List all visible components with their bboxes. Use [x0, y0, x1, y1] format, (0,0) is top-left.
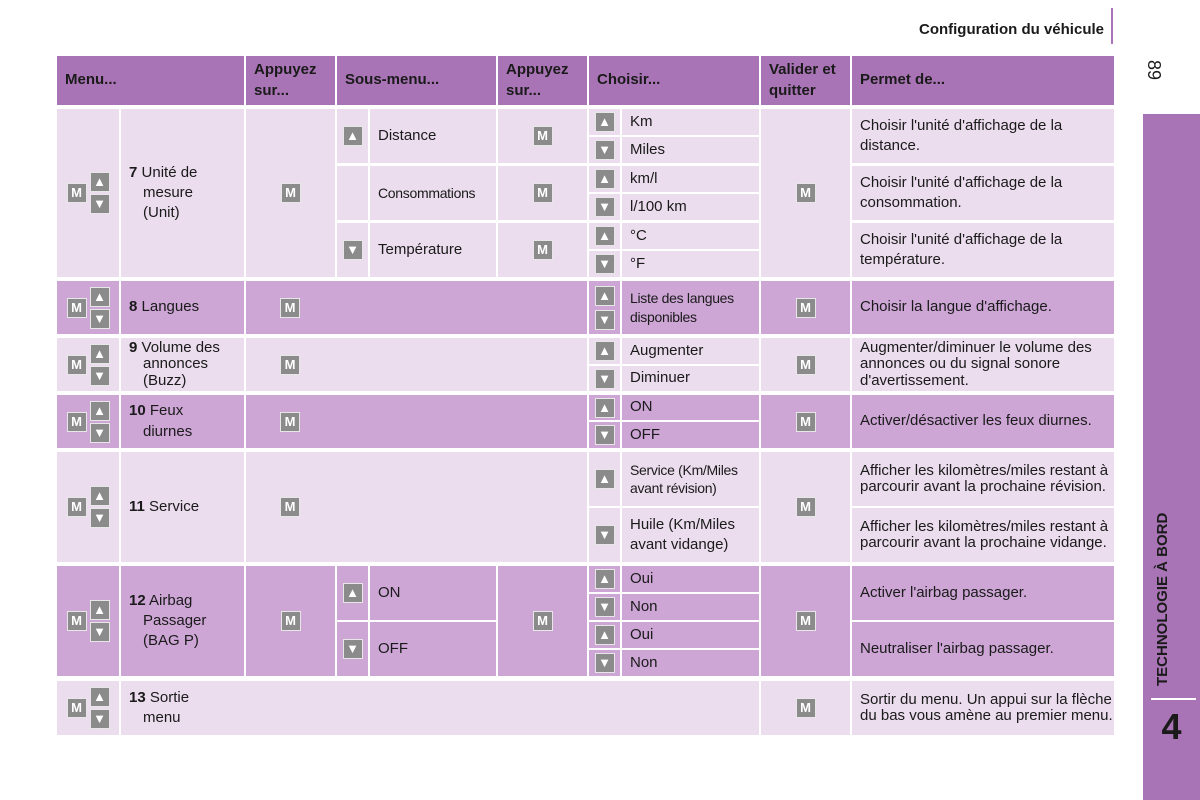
submenu-distance: Distance [370, 109, 496, 163]
submenu-arrow-cell [337, 223, 368, 277]
up-arrow-icon: ▲ [595, 569, 615, 589]
choice-language-list: Liste des langues disponibles [622, 281, 759, 334]
menu-label-service [121, 452, 244, 562]
validate-key-cell [761, 338, 850, 391]
choice-arrow-cell [589, 594, 620, 620]
down-arrow-icon: ▼ [90, 508, 110, 528]
description-cell: Augmenter/diminuer le volume des annonces ou du signal sonore d'avertissement. [852, 338, 1114, 391]
choice-increase: Augmenter [622, 338, 759, 364]
m-key-icon: M [67, 497, 87, 517]
down-arrow-icon: ▼ [595, 140, 615, 160]
menu-label-line: Volume des [141, 338, 220, 356]
menu-keys [57, 681, 119, 735]
submenu-on: ON [370, 566, 496, 620]
chapter-side-label: TECHNOLOGIE À BORD [1154, 512, 1171, 686]
header-choose: Choisir... [589, 56, 759, 105]
choice-off: OFF [622, 422, 759, 448]
menu-keys [57, 281, 119, 334]
menu-number: 7 [129, 163, 138, 181]
header-allows: Permet de... [852, 56, 1114, 105]
m-key-icon: M [280, 355, 300, 375]
m-key-icon: M [281, 183, 301, 203]
up-arrow-icon: ▲ [595, 169, 615, 189]
menu-label-line: Service [149, 497, 200, 515]
up-arrow-icon: ▲ [343, 583, 363, 603]
submenu-arrow-cell [337, 166, 368, 220]
menu-keys [57, 452, 119, 562]
m-key-icon: M [67, 611, 87, 631]
press-key-cell [246, 338, 587, 391]
menu-label-line: Langues [141, 298, 200, 316]
menu-keys [57, 338, 119, 391]
header-validate-quit: Valider et quitter [761, 56, 850, 105]
choice-arrow-cell [589, 251, 620, 277]
choice-arrow-cell [589, 650, 620, 676]
choice-on: ON [622, 395, 759, 420]
choice-arrow-cell [589, 622, 620, 648]
menu-number: 8 [129, 298, 138, 316]
choice-service: Service (Km/Miles avant révision) [622, 452, 759, 506]
choice-arrow-cell [589, 137, 620, 163]
m-key-icon: M [281, 611, 301, 631]
submenu-arrow-cell [337, 566, 368, 620]
page-header-title: Configuration du véhicule [918, 21, 1104, 38]
m-key-icon: M [533, 126, 553, 146]
up-arrow-icon: ▲ [595, 398, 615, 418]
down-arrow-icon: ▼ [595, 197, 615, 217]
down-arrow-icon: ▼ [343, 639, 363, 659]
choice-miles: Miles [622, 137, 759, 163]
choice-arrow-cell [589, 338, 620, 364]
choice-oil: Huile (Km/Miles avant vidange) [622, 508, 759, 562]
submenu-arrow-cell [337, 109, 368, 163]
choice-yes: Oui [622, 566, 759, 592]
m-key-icon: M [280, 298, 300, 318]
choice-arrow-cell [589, 281, 620, 334]
up-arrow-icon: ▲ [595, 112, 615, 132]
press-key-cell [498, 166, 587, 220]
choice-fahrenheit: °F [622, 251, 759, 277]
description-cell: Choisir l'unité d'affichage de la température. [852, 223, 1114, 277]
press-key-cell [498, 223, 587, 277]
validate-key-cell [761, 566, 850, 676]
m-key-icon: M [533, 240, 553, 260]
menu-label-airbag [121, 566, 244, 676]
up-arrow-icon: ▲ [90, 687, 110, 707]
header-submenu: Sous-menu... [337, 56, 496, 105]
press-key-cell [246, 566, 335, 676]
m-key-icon: M [67, 698, 87, 718]
m-key-icon: M [67, 412, 87, 432]
up-arrow-icon: ▲ [90, 172, 110, 192]
up-arrow-icon: ▲ [90, 344, 110, 364]
choice-arrow-cell [589, 366, 620, 391]
menu-label-volume [121, 338, 244, 391]
choice-km-per-l: km/l [622, 166, 759, 192]
submenu-consumption: Consommations [370, 166, 496, 220]
down-arrow-icon: ▼ [595, 425, 615, 445]
page-number: 89 [1144, 60, 1164, 81]
press-key-cell [498, 109, 587, 163]
m-key-icon: M [796, 298, 816, 318]
menu-label-unit [121, 109, 244, 277]
validate-key-cell [761, 109, 850, 277]
choice-arrow-cell [589, 166, 620, 192]
validate-key-cell [761, 681, 850, 735]
choice-arrow-cell [589, 422, 620, 448]
description-cell: Activer/désactiver les feux diurnes. [852, 395, 1114, 448]
choice-celsius: °C [622, 223, 759, 249]
down-arrow-icon: ▼ [595, 525, 615, 545]
m-key-icon: M [67, 355, 87, 375]
choice-no: Non [622, 594, 759, 620]
menu-number: 10 [129, 402, 146, 420]
down-arrow-icon: ▼ [343, 240, 363, 260]
choice-arrow-cell [589, 508, 620, 562]
m-key-icon: M [67, 298, 87, 318]
description-cell: Neutraliser l'airbag passager. [852, 622, 1114, 676]
m-key-icon: M [533, 611, 553, 631]
header-menu: Menu... [57, 56, 244, 105]
side-tab-divider [1151, 698, 1196, 700]
press-key-cell [246, 395, 587, 448]
press-key-cell [246, 109, 335, 277]
menu-label-line: Passager [143, 611, 207, 629]
menu-label-line: diurnes [143, 422, 193, 440]
up-arrow-icon: ▲ [595, 341, 615, 361]
choice-arrow-cell [589, 566, 620, 592]
up-arrow-icon: ▲ [595, 469, 615, 489]
up-arrow-icon: ▲ [343, 126, 363, 146]
description-cell: Afficher les kilomètres/miles restant à parcourir avant la prochaine vidange. [852, 508, 1114, 562]
choice-no: Non [622, 650, 759, 676]
m-key-icon: M [280, 497, 300, 517]
down-arrow-icon: ▼ [595, 369, 615, 389]
down-arrow-icon: ▼ [595, 254, 615, 274]
submenu-arrow-cell [337, 622, 368, 676]
choice-arrow-cell [589, 109, 620, 135]
m-key-icon: M [67, 183, 87, 203]
m-key-icon: M [796, 497, 816, 517]
choice-yes: Oui [622, 622, 759, 648]
press-key-cell [498, 566, 587, 676]
header-divider [1111, 8, 1113, 44]
menu-number: 11 [129, 497, 145, 515]
press-key-cell [246, 452, 587, 562]
menu-label-exit [121, 681, 759, 735]
down-arrow-icon: ▼ [90, 709, 110, 729]
description-cell: Afficher les kilomètres/miles restant à parcourir avant la prochaine révision. [852, 452, 1114, 506]
choice-l-per-100km: l/100 km [622, 194, 759, 220]
m-key-icon: M [280, 412, 300, 432]
menu-label-line: (Unit) [143, 204, 180, 222]
menu-label-line: Feux [149, 402, 184, 420]
menu-label-line: annonces [143, 355, 209, 373]
menu-label-languages [121, 281, 244, 334]
down-arrow-icon: ▼ [595, 310, 615, 330]
header-press-on-2: Appuyez sur... [498, 56, 587, 105]
down-arrow-icon: ▼ [90, 366, 110, 386]
menu-number: 12 [129, 591, 146, 609]
menu-label-line: (Buzz) [143, 371, 187, 389]
menu-label-daytime-lights [121, 395, 244, 448]
choice-arrow-cell [589, 395, 620, 420]
up-arrow-icon: ▲ [90, 287, 110, 307]
description-cell: Choisir l'unité d'affichage de la consommation. [852, 166, 1114, 220]
menu-keys [57, 109, 119, 277]
submenu-temperature: Température [370, 223, 496, 277]
up-arrow-icon: ▲ [595, 625, 615, 645]
choice-arrow-cell [589, 452, 620, 506]
menu-number: 9 [129, 338, 138, 356]
menu-label-line: Sortie [149, 688, 190, 706]
choice-arrow-cell [589, 223, 620, 249]
choice-arrow-cell [589, 194, 620, 220]
down-arrow-icon: ▼ [90, 622, 110, 642]
up-arrow-icon: ▲ [595, 226, 615, 246]
description-cell: Choisir la langue d'affichage. [852, 281, 1114, 334]
description-cell: Sortir du menu. Un appui sur la flèche du bas vous amène au premier menu. [852, 681, 1114, 735]
choice-km: Km [622, 109, 759, 135]
m-key-icon: M [533, 183, 553, 203]
up-arrow-icon: ▲ [90, 401, 110, 421]
menu-keys [57, 395, 119, 448]
down-arrow-icon: ▼ [595, 597, 615, 617]
submenu-off: OFF [370, 622, 496, 676]
down-arrow-icon: ▼ [595, 653, 615, 673]
validate-key-cell [761, 452, 850, 562]
description-cell: Activer l'airbag passager. [852, 566, 1114, 620]
menu-keys [57, 566, 119, 676]
m-key-icon: M [796, 698, 816, 718]
m-key-icon: M [796, 355, 816, 375]
up-arrow-icon: ▲ [595, 286, 615, 306]
up-arrow-icon: ▲ [90, 486, 110, 506]
press-key-cell [246, 281, 587, 334]
chapter-number: 4 [1161, 706, 1182, 747]
choice-decrease: Diminuer [622, 366, 759, 391]
up-arrow-icon: ▲ [90, 600, 110, 620]
m-key-icon: M [796, 183, 816, 203]
menu-label-line: mesure [143, 183, 194, 201]
validate-key-cell [761, 281, 850, 334]
down-arrow-icon: ▼ [90, 423, 110, 443]
menu-label-line: Airbag [149, 591, 193, 609]
down-arrow-icon: ▼ [90, 194, 110, 214]
validate-key-cell [761, 395, 850, 448]
m-key-icon: M [796, 412, 816, 432]
m-key-icon: M [796, 611, 816, 631]
menu-label-line: menu [143, 709, 181, 726]
down-arrow-icon: ▼ [90, 309, 110, 329]
header-press-on: Appuyez sur... [246, 56, 335, 105]
menu-number: 13 [129, 688, 146, 706]
menu-label-line: (BAG P) [143, 632, 199, 650]
description-cell: Choisir l'unité d'affichage de la distance. [852, 109, 1114, 163]
menu-label-line: Unité de [141, 163, 198, 181]
